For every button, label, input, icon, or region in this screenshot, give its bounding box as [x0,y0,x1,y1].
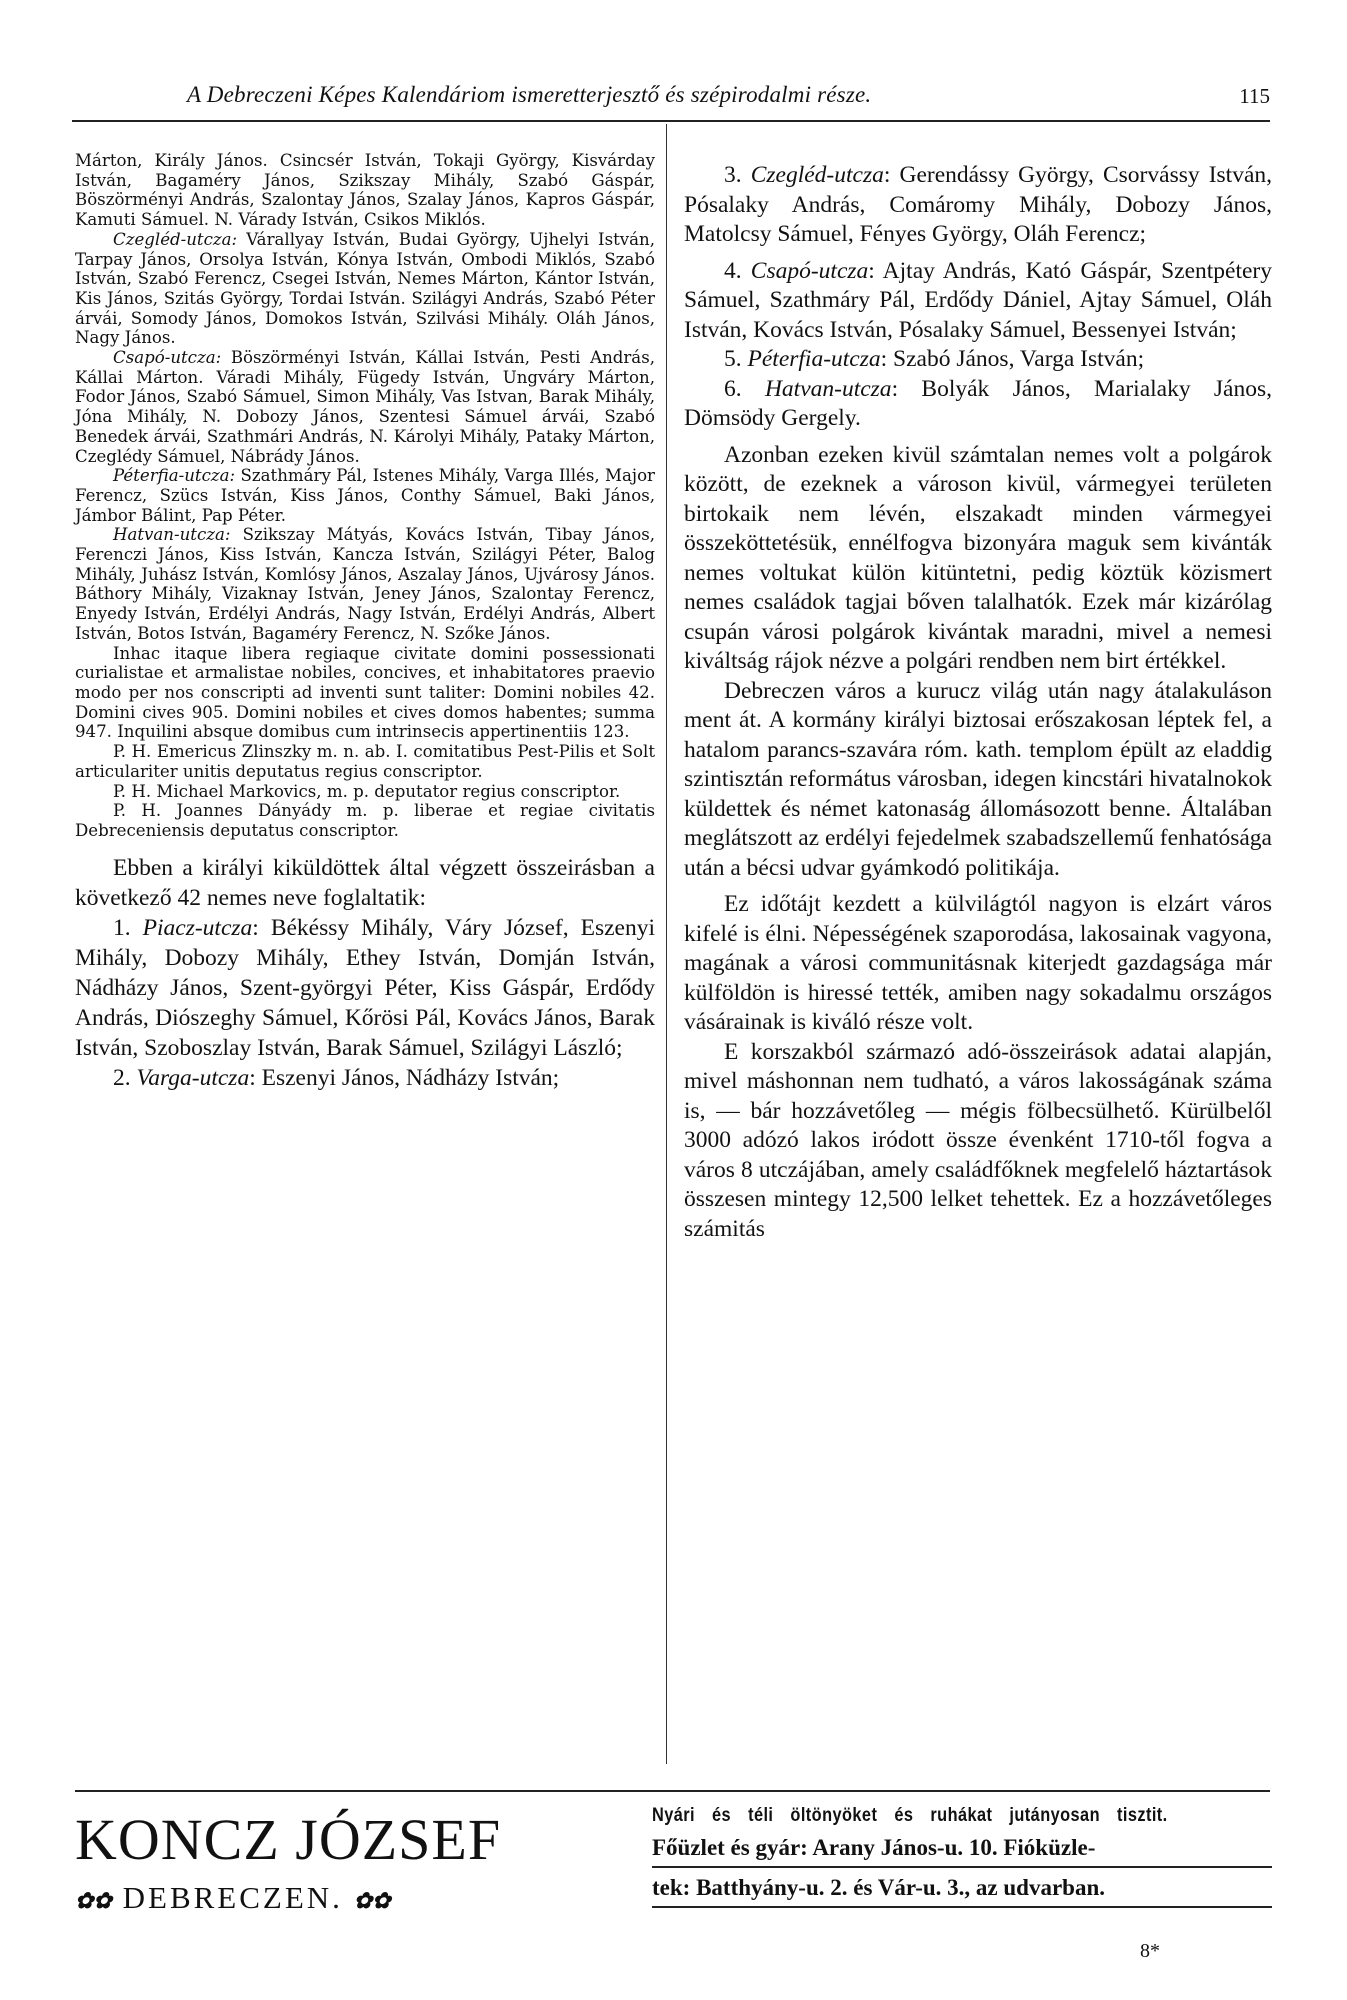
printer-signature: 8* [1140,1940,1160,1962]
street-name: Varga-utcza [136,1064,250,1091]
street-name: Piacz-utcza [142,914,253,941]
left-column [75,151,655,1093]
advertisement-rule [75,1790,1270,1792]
advertisement-details [652,1800,1272,1912]
street-name: Czegléd-utcza [750,162,884,188]
right-column [684,161,1272,1244]
street-name: Péterfia-utcza: [113,466,236,486]
paragraph: 6. Hatvan-utcza: Bolyák János, Marialaky János, Dömsödy Gergely. [684,375,1272,431]
ornament-icon: ✿✿ [75,1888,112,1913]
paragraph: 4. Csapó-utcza: Ajtay András, Kató Gáspár, Szentpétery Sámuel, Szathmáry Pál, Erdődy Dániel, Ajtay Sámuel, Oláh István, Kovács István, Pósalaky Sámuel, Bessenyei István; [684,257,1272,343]
paragraph: Czegléd-utcza: Várallyay István, Budai György, Ujhelyi István, Tarpay János, Orsolya István, Kónya István, Ombodi Miklós, Szabó István, Szabó Ferencz, Csegei István, Nemes Márton, Kántor István, Kis János, Szitás György, Tordai István. Szilágyi András, Szabó Péter árvái, Somody János, Domokos István, Szilvási Mihály. Oláh János, Nagy János. [75,229,655,348]
paragraph: Ebben a királyi kiküldöttek által végzett összeirásban a következő 42 nemes neve foglaltatik: [75,854,655,911]
paragraph: E korszakból származó adó-összeirások adatai alapján, mivel máshonnan nem tudható, a város lakosságának száma is, — bár hozzávetőleg — mégis fölbecsülhető. Kürülbelől 3000 adózó lakos iródott össze évenként 1710-től fogva a város 8 utczájában, amely családfőknek megfelelő háztartások összesen mintegy 12,500 lelket tehettek. Ez a hozzávetőleges számitás [684,1038,1272,1242]
paragraph: Inhac itaque libera regiaque civitate domini possessionati curialistae et armalistae nobiles, concives, et inhabitatores praevio modo per nos conscripti ad inventi sunt taliter: Domini nobiles 42. Domini cives 905. Domini nobiles et cives domos habentes; summa 947. Inquilini absque domibus cum intrinsecis appertinentiis 123. [75,643,655,742]
paragraph: P. H. Emericus Zlinszky m. n. ab. I. comitatibus Pest-Pilis et Solt articulariter unitis deputatus regius conscriptor. [75,742,655,781]
street-name: Hatvan-utcza [764,375,892,402]
paragraph: 3. Czegléd-utcza: Gerendássy György, Csorvássy István, Pósalaky András, Comáromy Mihály, Dobozy János, Matolcsy Sámuel, Fényes György, Oláh Ferencz; [684,162,1272,247]
paragraph: Debreczen város a kurucz világ után nagy átalakuláson ment át. A kormány királyi biztosai erőszakosan léptek fel, a hatalom parancs-szavára róm. kath. templom épült az eladdig szintisztán református városban, idegen kincstári hivatalnokok küldettek és német katonaság állomásozott benne. Általában meglátszott az erdélyi fejedelmek szabadszellemű fenhatósága után a bécsi udvar gyámkodó politikája. [684,677,1272,881]
advertisement-address: Főüzlet és gyár: Arany János-u. 10. Fióküzle- [652,1832,1272,1868]
paragraph: Hatvan-utcza: Szikszay Mátyás, Kovács István, Tibay János, Ferenczi János, Kiss István, Kancza István, Szilágyi Péter, Balog Mihály, Juhász István, Komlósy János, Aszalay János, Ujvárosy János. Báthory Mihály, Vizaknay István, Jeney János, Szalontay Ferencz, Enyedy István, Erdélyi András, Nagy István, Erdélyi András, Albert István, Botos István, Bagaméry Ferencz, N. Szőke János. [75,525,655,643]
paragraph: Péterfia-utcza: Szathmáry Pál, Istenes Mihály, Varga Illés, Major Ferencz, Szücs István, Kiss János, Conthy Sámuel, Baki János, Jámbor Bálint, Pap Péter. [75,466,655,525]
paragraph: P. H. Michael Markovics, m. p. deputator regius conscriptor. [113,781,621,801]
paragraph: Azonban ezeken kivül számtalan nemes volt a polgárok között, de ezeknek a városon kivül, vármegyei területen birtokaik nem lévén, elszakadt minden vármegyei összeköttetésük, ennélfogva bizonyára maguk sem kivánták nemes voltukat külön kitüntetni, pedig köztük közismert nemes családok tagjai bőven talalhatók. Ezek már kizárólag csupán városi polgárok kivántak maradni, mivel a nemesi kiváltság rájok nézve a polgári rendben nem birt értékkel. [684,441,1272,674]
street-name: Péterfia-utcza [747,346,881,372]
column-divider [666,124,667,1764]
advertisement-slogan: Nyári és téli öltönyöket és ruhákat jutányosan tisztit. [652,1805,1168,1826]
advertisement-city-line [75,1880,391,1919]
paragraph: Márton, Király János. Csincsér István, Tokaji György, Kisvárday István, Bagaméry János, Szikszay Mihály, Szabó Gáspár, Böszörményi András, Szalontay János, Szalay János, Kapros Gáspár, Kamuti Sámuel. N. Várady István, Csikos Miklós. [75,151,655,230]
advertisement-city: DEBRECZEN. [122,1880,343,1915]
running-header [72,80,1270,116]
ornament-icon: ✿✿ [353,1888,391,1913]
header-rule [72,120,1270,122]
paragraph: 2. Varga-utcza: Eszenyi János, Nádházy István; [113,1064,560,1091]
advertisement-branches: tek: Batthyány-u. 2. és Vár-u. 3., az udvarban. [652,1872,1272,1908]
street-name: Hatvan-utcza: [113,525,231,545]
street-name: Csapó-utcza: [113,348,222,368]
street-name: Czegléd-utcza: [113,229,238,249]
large-text-block [75,853,655,1093]
advertisement-name: KONCZ JÓZSEF [75,1807,502,1872]
paragraph: P. H. Joannes Dányády m. p. liberae et regiae civitatis Debreceniensis deputatus conscriptor. [75,801,655,840]
paragraph: Ez időtájt kezdett a külvilágtól nagyon is elzárt város kifelé is élni. Népességének szaporodása, lakosainak vagyona, magának a városi communitásnak kiterjedt gazdagsága már külföldön is hiressé tették, amiben nagy sokadalmu országos vásárainak is kiváló része volt. [684,891,1272,1035]
paragraph: 5. Péterfia-utcza: Szabó János, Varga István; [724,346,1145,372]
paragraph: 1. Piacz-utcza: Békéssy Mihály, Váry József, Eszenyi Mihály, Dobozy Mihály, Ethey István, Domján István, Nádházy János, Szent-györgyi Péter, Kiss Gáspár, Erdődy András, Diószeghy Sámuel, Kőrösi Pál, Kovács János, Barak István, Szoboszlay István, Barak Sámuel, Szilágyi László; [75,914,655,1061]
header-title: A Debreczeni Képes Kalendáriom ismeretterjesztő és szépirodalmi része. [187,82,872,107]
paragraph: Csapó-utcza: Böszörményi István, Kállai István, Pesti András, Kállai Márton. Váradi Mihály, Fügedy István, Ungváry Márton, Fodor János, Szabó Sámuel, Simon Mihály, Vas Istvan, Barak Mihály, Jóna Mihály, N. Dobozy János, Szentesi Sámuel árvái, Szabó Benedek árvái, Szathmári András, N. Károlyi Mihály, Pataky Márton, Czeglédy Sámuel, Nábrády János. [75,348,655,466]
street-name: Csapó-utcza [750,257,869,284]
page-number: 115 [1239,84,1270,108]
